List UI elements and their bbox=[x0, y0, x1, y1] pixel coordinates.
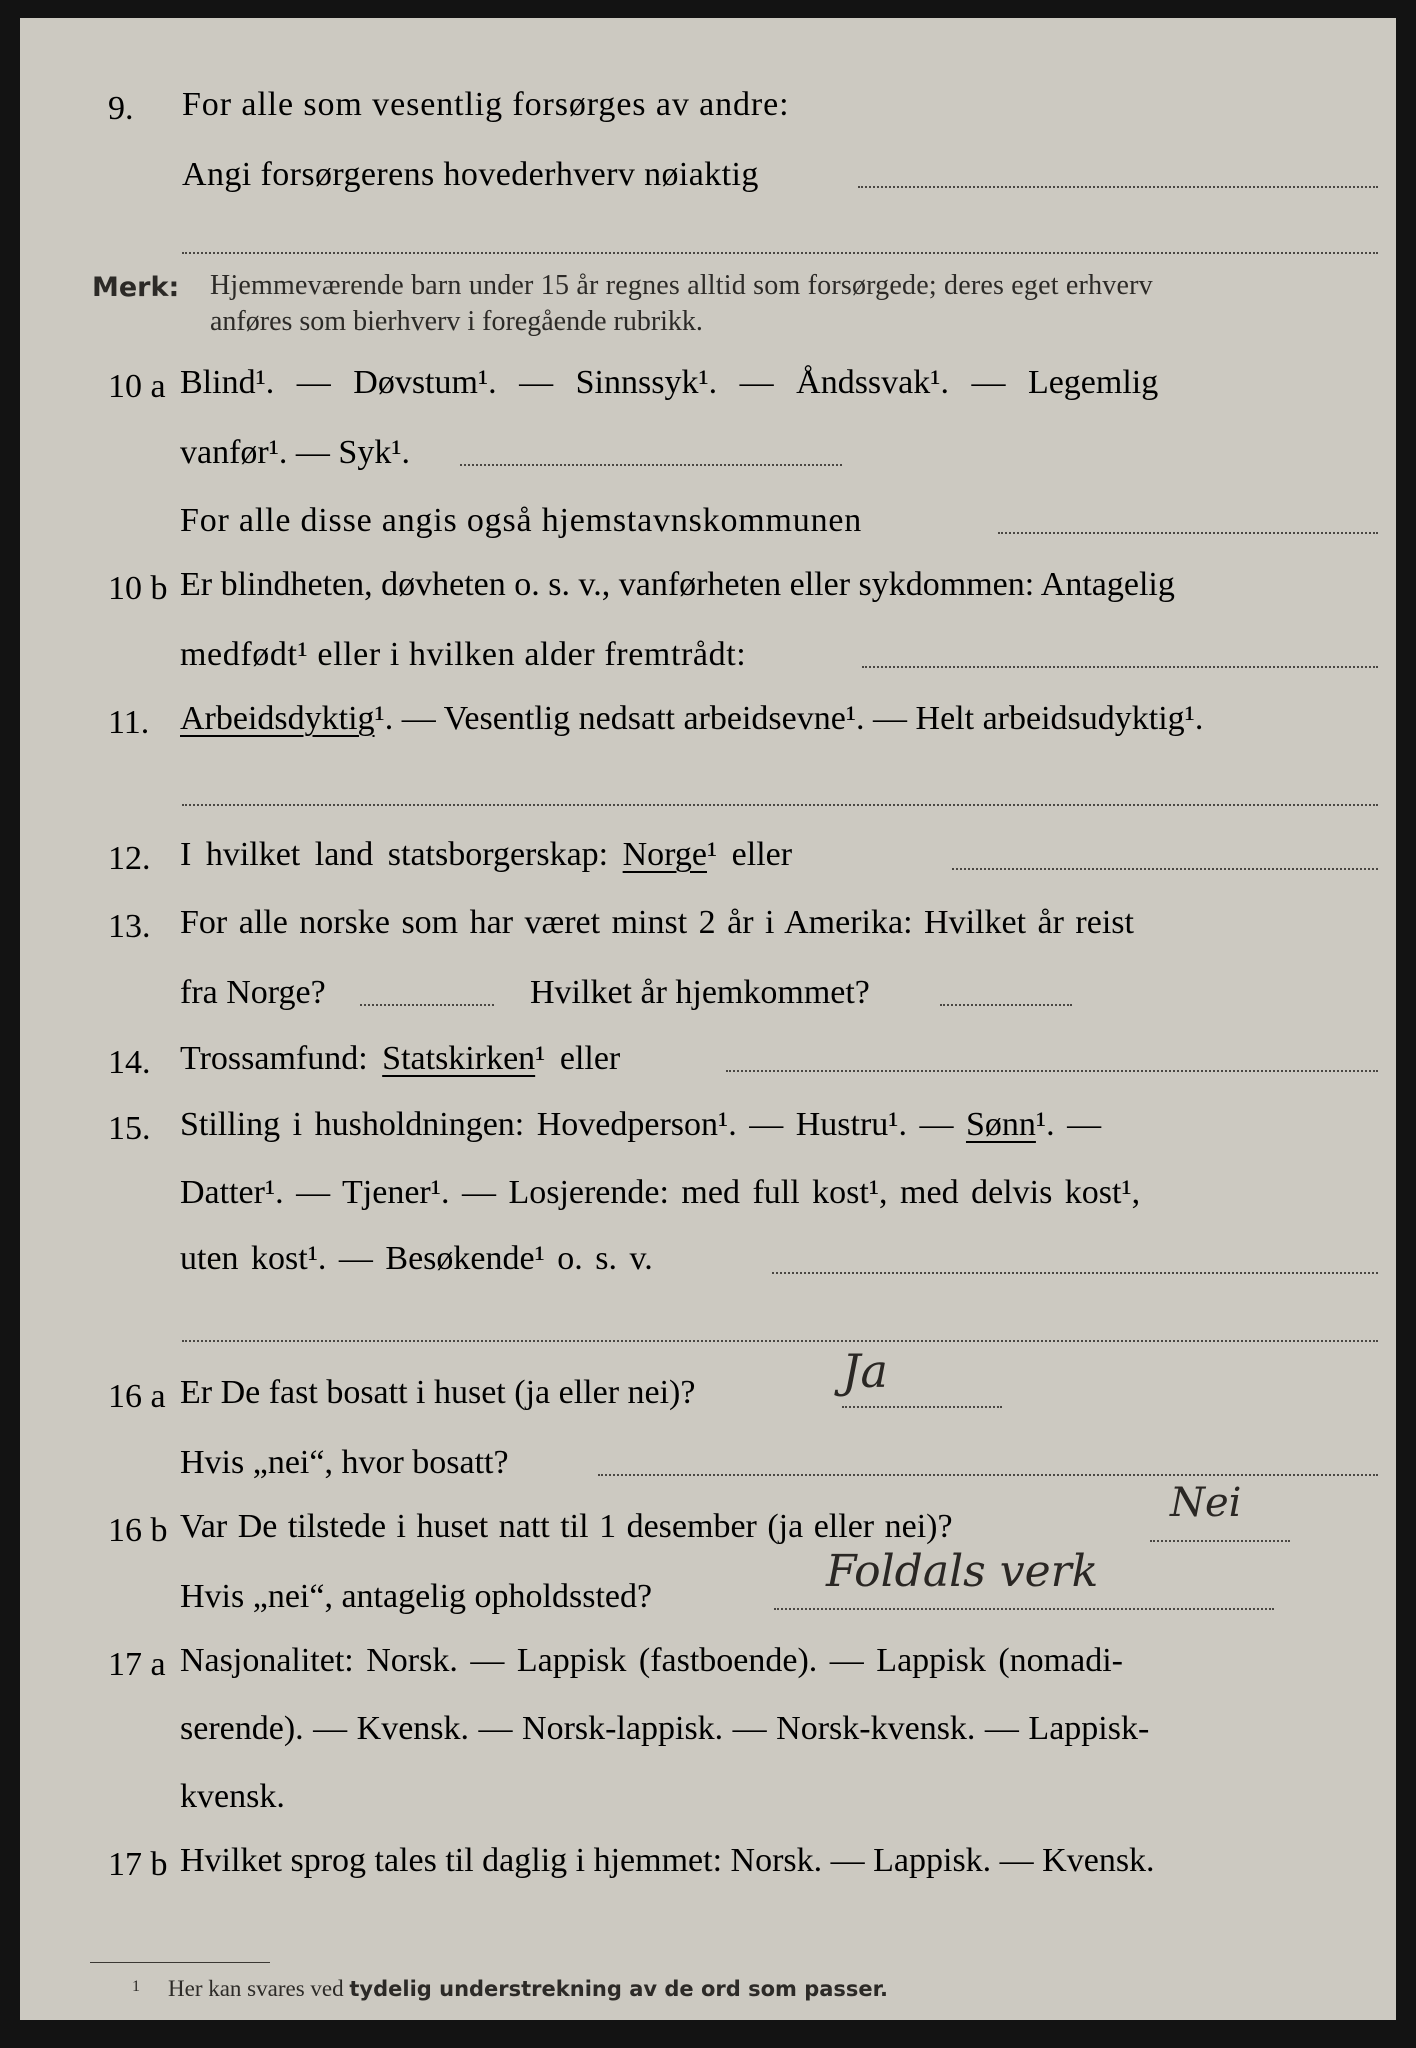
footnote-text bbox=[168, 1976, 888, 2002]
question-number: 16 b bbox=[108, 1512, 168, 1549]
answer-line[interactable] bbox=[772, 1272, 1378, 1274]
q9-line2: Angi forsørgerens hovederhverv nøiaktig bbox=[182, 156, 759, 193]
q10a-line2: vanfør¹. — Syk¹. bbox=[180, 434, 411, 471]
q11-rest: ¹. — Vesentlig nedsatt arbeidsevne¹. — Helt arbeidsudyktig¹. bbox=[374, 700, 1204, 737]
q16b-line2: Hvis „nei“, antagelig opholdssted? bbox=[180, 1578, 653, 1615]
footnote-mark: 1 bbox=[132, 1978, 140, 1995]
answer-line[interactable] bbox=[182, 1340, 1378, 1342]
answer-line[interactable] bbox=[182, 804, 1378, 806]
answer-line[interactable] bbox=[842, 1406, 1002, 1408]
note-line2: anføres som bierhverv i foregående rubrikk. bbox=[210, 306, 703, 337]
q15-option-selected: Sønn bbox=[965, 1106, 1036, 1143]
q17b-line1: Hvilket sprog tales til daglig i hjemmet: Norsk. — Lappisk. — Kvensk. bbox=[180, 1842, 1155, 1879]
q13-line1: For alle norske som har været minst 2 år i Amerika: Hvilket år reist bbox=[180, 904, 1134, 941]
handwritten-answer: Nei bbox=[1170, 1480, 1242, 1526]
q16b-line1: Var De tilstede i huset natt til 1 desember (ja eller nei)? bbox=[180, 1508, 953, 1545]
q14-pre: Trossamfund: bbox=[180, 1040, 383, 1077]
q13-line2a: fra Norge? bbox=[180, 974, 326, 1011]
question-number: 10 a bbox=[108, 368, 166, 405]
q10b-line2: medfødt¹ eller i hvilken alder fremtrådt: bbox=[180, 636, 747, 673]
q14-post: ¹ eller bbox=[535, 1040, 621, 1077]
question-number: 17 a bbox=[108, 1646, 166, 1683]
q11-line1 bbox=[180, 700, 1203, 738]
census-form-page bbox=[20, 18, 1396, 2020]
q11-option-selected: Arbeidsdyktig bbox=[180, 700, 375, 737]
q15-line1a: Stilling i husholdningen: Hovedperson¹. — Hustru¹. — bbox=[180, 1106, 966, 1143]
answer-line[interactable] bbox=[726, 1070, 1378, 1072]
q12-option-selected: Norge bbox=[622, 836, 707, 873]
question-number: 10 b bbox=[108, 570, 168, 607]
q14-option-selected: Statskirken bbox=[382, 1040, 536, 1077]
handwritten-answer: Ja bbox=[842, 1344, 888, 1398]
question-number: 13. bbox=[108, 908, 151, 945]
q10a-line3: For alle disse angis også hjemstavnskommunen bbox=[180, 502, 863, 539]
answer-line[interactable] bbox=[998, 532, 1378, 534]
q13-line2b: Hvilket år hjemkommet? bbox=[530, 974, 870, 1011]
question-number: 9. bbox=[108, 90, 134, 127]
question-number: 16 a bbox=[108, 1378, 166, 1415]
answer-line[interactable] bbox=[360, 1004, 494, 1006]
note-line1: Hjemmeværende barn under 15 år regnes alltid som forsørgede; deres eget erhverv bbox=[210, 270, 1153, 301]
answer-line[interactable] bbox=[774, 1608, 1274, 1610]
footnote-bold: tydelig understrekning av de ord som passer. bbox=[349, 1977, 888, 2001]
answer-line[interactable] bbox=[182, 252, 1378, 254]
note-label: Merk: bbox=[92, 272, 180, 303]
q12-post: ¹ eller bbox=[706, 836, 793, 873]
question-number: 17 b bbox=[108, 1846, 168, 1883]
footnote-rule bbox=[90, 1962, 270, 1963]
question-number: 12. bbox=[108, 840, 151, 877]
q14-line1 bbox=[180, 1040, 620, 1078]
q17a-line2: serende). — Kvensk. — Norsk-lappisk. — Norsk-kvensk. — Lappisk- bbox=[180, 1710, 1150, 1747]
answer-line[interactable] bbox=[952, 868, 1378, 870]
q15-line1 bbox=[180, 1106, 1101, 1144]
answer-line[interactable] bbox=[858, 186, 1378, 188]
answer-line[interactable] bbox=[598, 1474, 1378, 1476]
question-number: 15. bbox=[108, 1110, 151, 1147]
q12-line1 bbox=[180, 836, 792, 874]
q16a-line2: Hvis „nei“, hvor bosatt? bbox=[180, 1444, 509, 1481]
q17a-line1: Nasjonalitet: Norsk. — Lappisk (fastboende). — Lappisk (nomadi- bbox=[180, 1642, 1123, 1679]
question-number: 11. bbox=[108, 704, 150, 741]
q15-line2: Datter¹. — Tjener¹. — Losjerende: med full kost¹, med delvis kost¹, bbox=[180, 1174, 1141, 1211]
footnote-plain: Her kan svares ved bbox=[168, 1976, 350, 2001]
q10a-line1: Blind¹. — Døvstum¹. — Sinnssyk¹. — Åndssvak¹. — Legemlig bbox=[180, 364, 1159, 401]
answer-line[interactable] bbox=[1150, 1540, 1290, 1542]
q16a-line1: Er De fast bosatt i huset (ja eller nei)? bbox=[180, 1374, 696, 1411]
answer-line[interactable] bbox=[460, 464, 842, 466]
answer-line[interactable] bbox=[940, 1004, 1072, 1006]
q12-pre: I hvilket land statsborgerskap: bbox=[180, 836, 623, 873]
q15-line3: uten kost¹. — Besøkende¹ o. s. v. bbox=[180, 1240, 653, 1277]
q17a-line3: kvensk. bbox=[180, 1778, 285, 1815]
q15-line1b: ¹. — bbox=[1035, 1106, 1102, 1143]
question-number: 14. bbox=[108, 1044, 151, 1081]
q10b-line1: Er blindheten, døvheten o. s. v., vanførheten eller sykdommen: Antagelig bbox=[180, 566, 1175, 603]
handwritten-answer: Foldals verk bbox=[826, 1546, 1099, 1597]
q9-line1: For alle som vesentlig forsørges av andre: bbox=[182, 86, 790, 123]
answer-line[interactable] bbox=[862, 666, 1378, 668]
